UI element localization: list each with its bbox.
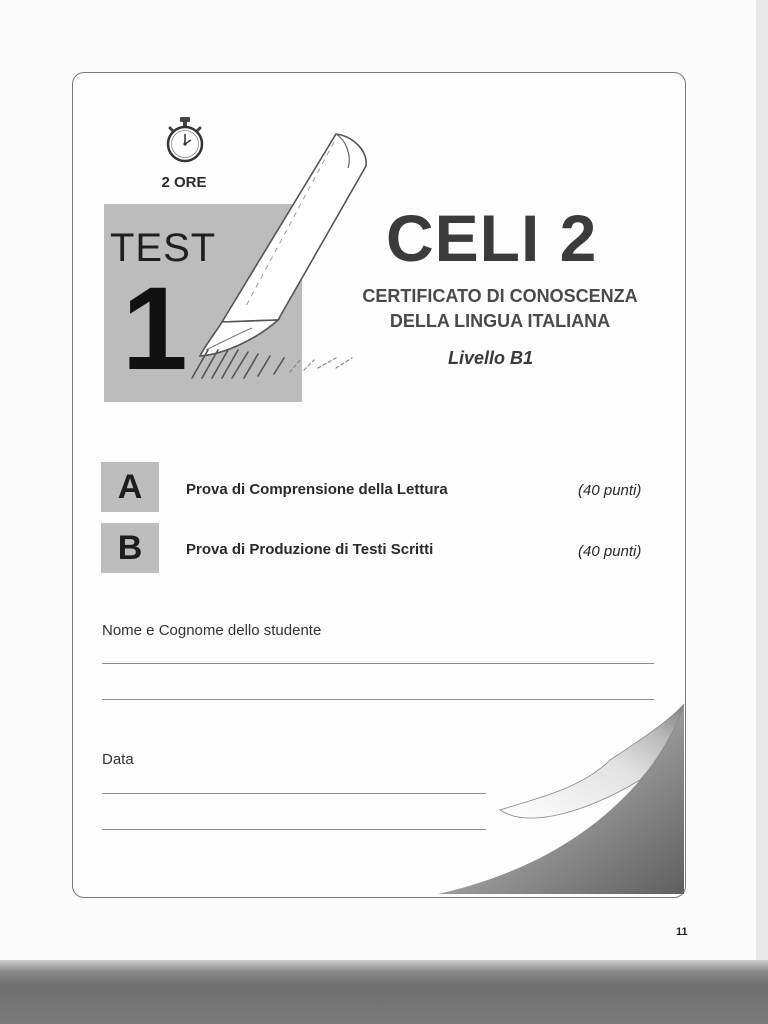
scan-edge [756,0,768,1024]
pencil-icon [186,122,376,382]
student-name-label: Nome e Cognome dello studente [102,622,322,639]
section-b-badge: B [101,523,159,573]
section-b-title: Prova di Produzione di Testi Scritti [186,541,434,558]
student-name-line-1[interactable] [102,663,654,664]
subtitle-line-2: DELLA LINGUA ITALIANA [389,311,611,331]
date-label: Data [102,751,134,768]
section-a-points: (40 punti) [578,482,642,499]
page-curl-decoration [430,700,686,900]
subtitle-line-1: CERTIFICATO DI CONOSCENZA [362,286,638,306]
certificate-subtitle [330,284,670,334]
test-number: 1 [122,263,188,395]
section-a-badge: A [101,462,159,512]
date-line-1[interactable] [102,793,486,794]
section-a-title: Prova di Comprensione della Lettura [186,481,448,498]
scan-shadow [0,960,768,1024]
section-b-points: (40 punti) [578,543,642,560]
duration-label: 2 ORE [161,174,207,191]
page-number: 11 [676,926,688,938]
page-title: CELI 2 [386,201,598,275]
test-word: TEST [110,226,217,270]
level-label: Livello B1 [448,348,534,368]
date-line-2[interactable] [102,829,486,830]
